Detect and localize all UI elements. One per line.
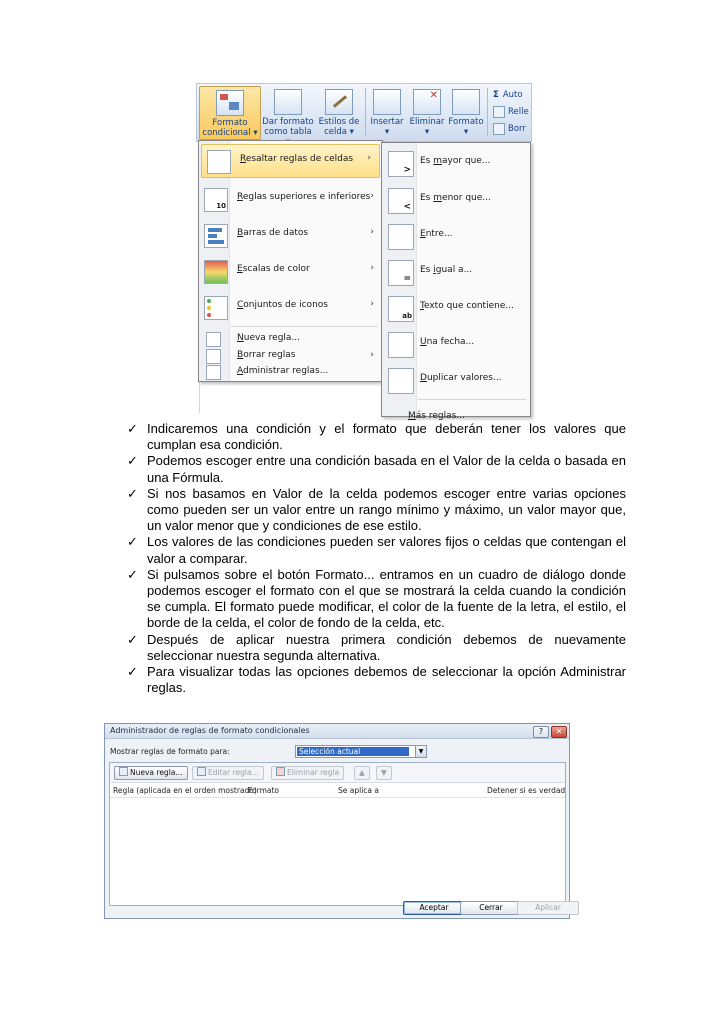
clear-label: Borr (508, 124, 526, 134)
new-rule-button[interactable] (114, 766, 188, 780)
menu-label-ul: B (237, 350, 244, 360)
menu-label-ul: E (237, 264, 243, 274)
apply-button[interactable]: Aplicar (517, 901, 579, 915)
submenu-item-between[interactable] (382, 218, 530, 254)
autosum-label: Auto (502, 90, 523, 100)
show-rules-select[interactable] (295, 745, 427, 758)
bullet-item (127, 664, 626, 696)
bullet-text: Si nos basamos en Valor de la celda podemos escoger entre varias opciones como pueden ser un valor entre un rango mínimo y máximo, un valor mayor que, un valor menor que y condiciones de ese estilo. (147, 485, 626, 534)
menu-label: Es (420, 193, 434, 203)
checkmark-icon: ✓ (127, 485, 138, 501)
menu-label: ás reglas... (415, 411, 465, 421)
conditional-format-label-1: Formato (212, 118, 248, 128)
checkmark-icon: ✓ (127, 631, 138, 647)
column-header-applies-to: Se aplica a (338, 786, 379, 795)
menu-label: onjuntos de iconos (243, 300, 328, 310)
delete-rule-button[interactable] (271, 766, 344, 780)
format-cells-button[interactable] (448, 86, 484, 138)
bullet-text: Después de aplicar nuestra primera condición debemos de nuevamente seleccionar nuestra segunda alternativa. (147, 631, 626, 663)
checkmark-icon: ✓ (127, 453, 138, 469)
delete-rule-label: Eliminar regla (287, 768, 340, 777)
delete-label-2: ▾ (424, 127, 430, 137)
column-header-rule: Regla (aplicada en el orden mostrado) (113, 786, 257, 795)
menu-label: esaltar reglas de celdas (245, 154, 354, 164)
clear-rules-icon (206, 349, 221, 364)
submenu-item-equal-to[interactable] (382, 254, 530, 290)
conditional-format-button[interactable] (199, 86, 261, 140)
format-as-table-label-2: como tabla (264, 127, 312, 137)
bullet-text: Podemos escoger entre una condición basada en el Valor de la celda o basada en una Fórmula. (147, 453, 626, 485)
submenu-arrow-icon: › (370, 263, 374, 273)
submenu-arrow-icon: › (370, 350, 374, 360)
show-rules-label: Mostrar reglas de formato para: (110, 747, 230, 756)
menu-label-ul: m (433, 193, 443, 203)
menu-label-ul: U (420, 337, 427, 347)
menu-label: orrar reglas (243, 350, 296, 360)
chevron-down-icon[interactable]: ▼ (415, 746, 426, 757)
fill-icon (493, 106, 505, 118)
rules-table-header (110, 783, 565, 798)
submenu-item-greater-than[interactable] (382, 145, 530, 181)
excel-ribbon (196, 83, 532, 142)
menu-label: uplicar valores... (426, 373, 502, 383)
delete-cells-icon: ✕ (413, 89, 441, 115)
text-contains-icon: ab (388, 296, 414, 322)
bullet-text: Para visualizar todas las opciones debemos de seleccionar la opción Administrar reglas. (147, 664, 626, 696)
bullet-item (127, 486, 626, 535)
ok-button[interactable]: Aceptar (403, 901, 465, 915)
menu-label: ayor que... (442, 156, 491, 166)
menu-label-ul: D (420, 373, 427, 383)
menu-label-ul: A (237, 366, 243, 376)
eraser-icon (493, 123, 505, 135)
insert-cells-icon (373, 89, 401, 115)
menu-label-ul: B (237, 228, 244, 238)
insert-cells-button[interactable] (368, 86, 406, 138)
edit-rule-icon (197, 767, 206, 776)
submenu-item-less-than[interactable] (382, 182, 530, 218)
rules-toolbar (110, 763, 565, 783)
data-bars-icon (204, 224, 228, 248)
menu-label: gual a... (435, 265, 473, 275)
rules-panel (109, 762, 566, 906)
submenu-arrow-icon: › (370, 299, 374, 309)
menu-item-manage-rules[interactable] (199, 363, 382, 381)
manage-rules-icon (206, 365, 221, 380)
menu-label: Es (420, 265, 434, 275)
table-format-icon (274, 89, 302, 115)
submenu-item-text-contains[interactable] (382, 290, 530, 326)
new-rule-icon (119, 767, 128, 776)
insert-label-2: ▾ (384, 127, 390, 137)
menu-label-ul: T (420, 301, 424, 311)
bullet-text: Los valores de las condiciones pueden ser valores fijos o celdas que contengan el valor a comparar. (147, 534, 626, 566)
menu-item-top-bottom-rules[interactable] (199, 183, 382, 215)
new-rule-icon (206, 332, 221, 347)
manage-rules-dialog (104, 723, 570, 919)
submenu-item-a-date[interactable] (382, 326, 530, 362)
delete-cells-button[interactable] (407, 86, 447, 138)
sigma-icon: Σ (493, 90, 499, 100)
bullet-item (127, 567, 626, 632)
menu-label: dministrar reglas... (243, 366, 329, 376)
menu-label: enor que... (442, 193, 491, 203)
format-cells-icon (452, 89, 480, 115)
menu-item-new-rule[interactable] (199, 330, 382, 348)
menu-label-ul: M (408, 411, 416, 421)
cell-styles-label-1: Estilos de (318, 117, 360, 127)
bullet-text: Indicaremos una condición y el formato que deberán tener los valores que cumplan esa condición. (147, 421, 626, 453)
conditional-format-icon (216, 90, 244, 116)
menu-label-ul: E (420, 229, 426, 239)
column-header-stop-if-true: Detener si es verdad (487, 786, 566, 795)
format-label-1: Formato (448, 117, 484, 127)
checkmark-icon: ✓ (127, 566, 138, 582)
close-button[interactable]: Cerrar (460, 901, 522, 915)
column-header-format: Formato (248, 786, 280, 795)
show-rules-value: Selección actual (297, 747, 409, 756)
duplicate-values-icon (388, 368, 414, 394)
less-than-icon: < (388, 188, 414, 214)
bullet-list (127, 421, 626, 696)
cell-styles-button[interactable] (316, 86, 362, 138)
new-rule-label: Nueva regla... (130, 768, 183, 777)
menu-label-ul: R (240, 154, 246, 164)
menu-label: Es (420, 156, 434, 166)
bullet-item (127, 421, 626, 453)
menu-label-ul: i (433, 265, 436, 275)
menu-item-color-scales[interactable] (199, 255, 382, 287)
bullet-item (127, 534, 626, 566)
highlight-rules-icon (207, 150, 231, 174)
conditional-format-menu (198, 140, 383, 382)
equal-to-icon: = (388, 260, 414, 286)
format-label-2: ▾ (463, 127, 469, 137)
cell-styles-icon (325, 89, 353, 115)
menu-item-data-bars[interactable] (199, 219, 382, 251)
menu-item-highlight-cell-rules[interactable] (201, 144, 380, 178)
fill-button[interactable] (493, 105, 529, 119)
menu-label: ntre... (425, 229, 453, 239)
menu-divider (231, 326, 378, 327)
insert-label-1: Insertar (370, 117, 404, 127)
menu-label: na fecha... (426, 337, 475, 347)
autosum-button[interactable] (493, 88, 523, 102)
ribbon-separator (487, 88, 488, 136)
bullet-item (127, 453, 626, 485)
cell-styles-label-2: celda ▾ (324, 127, 354, 137)
submenu-item-duplicate-values[interactable] (382, 362, 530, 398)
color-scales-icon (204, 260, 228, 284)
fill-label: Relle (508, 107, 529, 117)
move-down-icon[interactable]: ▼ (376, 766, 392, 780)
menu-label: eglas superiores e inferiores (242, 192, 371, 202)
bullet-text: Si pulsamos sobre el botón Formato... entramos en un cuadro de diálogo donde podemos escoger el formato con el que se mostrará la celda cuando la condición se cumpla. El formato puede modificar, el color de la fuente de la letra, el estilo, el borde de la celda, el color de fondo de la celda, etc. (147, 566, 626, 631)
menu-label-ul: C (237, 300, 244, 310)
menu-label-ul: N (237, 333, 244, 343)
top-bottom-rules-icon: 10 (204, 188, 228, 212)
edit-rule-button[interactable] (192, 766, 264, 780)
menu-label: exto que contiene... (423, 301, 514, 311)
checkmark-icon: ✓ (127, 664, 138, 680)
format-as-table-label-1: Dar formato (262, 117, 314, 127)
close-icon[interactable]: ✕ (551, 726, 567, 738)
move-up-icon[interactable]: ▲ (354, 766, 370, 780)
edit-rule-label: Editar regla... (208, 768, 259, 777)
delete-label-1: Eliminar (409, 117, 445, 127)
highlight-rules-submenu (381, 142, 531, 421)
dialog-title: Administrador de reglas de formato condicionales (110, 726, 310, 735)
menu-label-ul: m (433, 156, 443, 166)
submenu-arrow-icon: › (370, 191, 374, 201)
sheet-gridlines (199, 380, 385, 413)
ribbon-separator (365, 88, 366, 136)
clear-button[interactable] (493, 122, 526, 136)
conditional-format-label-2: condicional ▾ (202, 128, 258, 138)
icon-sets-icon (204, 296, 228, 320)
menu-label: ueva regla... (243, 333, 301, 343)
menu-label-ul: R (237, 192, 243, 202)
menu-label: arras de datos (243, 228, 309, 238)
dialog-title-bar (105, 724, 569, 739)
calendar-icon (388, 332, 414, 358)
submenu-arrow-icon: › (367, 153, 371, 163)
format-as-table-button[interactable] (261, 86, 315, 138)
checkmark-icon: ✓ (127, 421, 138, 436)
bullet-item (127, 632, 626, 664)
submenu-arrow-icon: › (370, 227, 374, 237)
checkmark-icon: ✓ (127, 534, 138, 550)
menu-label: scalas de color (242, 264, 310, 274)
help-button[interactable]: ? (533, 726, 549, 738)
greater-than-icon: > (388, 151, 414, 177)
between-icon (388, 224, 414, 250)
delete-rule-icon (276, 767, 285, 776)
menu-item-icon-sets[interactable] (199, 291, 382, 323)
